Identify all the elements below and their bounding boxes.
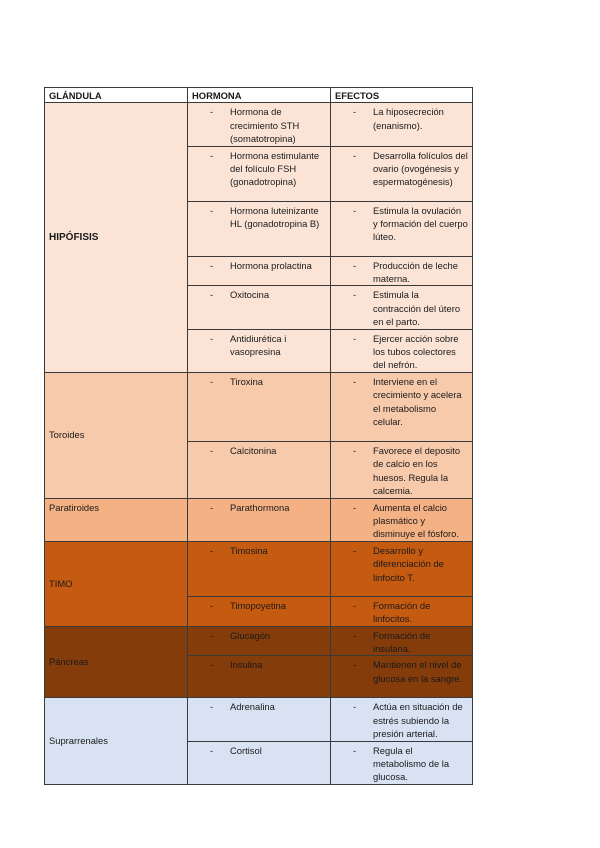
table-row xyxy=(45,541,473,596)
hormone-name: Timosina xyxy=(230,544,268,556)
effect-text: Desarrollo y diferenciación de linfocito T. xyxy=(373,544,444,583)
effect-text: Aumenta el calcio plasmático y disminuye el fósforo. xyxy=(373,501,459,540)
effect-text: Interviene en el crecimiento y acelera el metabolismo celular. xyxy=(373,375,462,428)
effect-text: Regula el metabolismo de la glucosa. xyxy=(373,744,450,783)
gland-cell: Paratiroides xyxy=(45,498,188,541)
hormone-name: Tiroxina xyxy=(230,375,263,387)
header-effects: EFECTOS xyxy=(331,88,473,103)
hormone-cell: - Antidiurética i vasopresina xyxy=(188,329,331,372)
hormone-cell: - Insulina xyxy=(188,656,331,698)
hormone-cell: - Timosina xyxy=(188,541,331,596)
hormone-name: Antidiurética i vasopresina xyxy=(230,332,287,358)
gland-cell: HIPÓFISIS xyxy=(45,103,188,372)
hormone-cell: - Parathormona xyxy=(188,498,331,541)
table-row xyxy=(45,103,473,146)
effect-text: Formación de insulana. xyxy=(373,629,431,654)
hormone-name: Hormona luteinizante HL (gonadotropina B) xyxy=(230,204,320,230)
effect-cell: - Estimula la ovulación y formación del cuerpo lúteo. xyxy=(331,201,473,256)
effect-cell: - Interviene en el crecimiento y acelera el metabolismo celular. xyxy=(331,372,473,441)
table-row xyxy=(45,626,473,656)
hormone-cell: - Calcitonina xyxy=(188,441,331,498)
hormone-name: Glucagón xyxy=(230,629,271,641)
effect-cell: - Actúa en situación de estrés subiendo la presión arterial. xyxy=(331,698,473,741)
hormone-cell: - Tiroxina xyxy=(188,372,331,441)
gland-cell: Páncreas xyxy=(45,626,188,698)
table-row xyxy=(45,698,473,741)
hormone-cell: - Adrenalina xyxy=(188,698,331,741)
effect-text: Formación de linfocitos. xyxy=(373,599,431,625)
table-row xyxy=(45,372,473,441)
effect-cell: - Formación de insulana. xyxy=(331,626,473,656)
hormone-cell: - Hormona prolactina xyxy=(188,256,331,286)
effect-text: Favorece el deposito de calcio en los huesos. Regula la calcemia. xyxy=(373,444,461,497)
effect-text: Estimula la ovulación y formación del cuerpo lúteo. xyxy=(373,204,468,243)
hormone-cell: - Hormona luteinizante HL (gonadotropina B) xyxy=(188,201,331,256)
gland-cell: TIMO xyxy=(45,541,188,626)
header-gland: GLÁNDULA xyxy=(45,88,188,103)
effect-text: Mantienen el nivel de glucosa en la sangre. xyxy=(373,659,463,684)
hormone-cell: - Hormona de crecimiento STH (somatotropina) xyxy=(188,103,331,146)
table-row xyxy=(45,498,473,541)
hormone-name: Cortisol xyxy=(230,744,262,756)
effect-cell: - Formación de linfocitos. xyxy=(331,596,473,626)
hormone-name: Adrenalina xyxy=(230,701,275,713)
effect-text: Producción de leche materna. xyxy=(373,259,458,285)
effect-cell: - Producción de leche materna. xyxy=(331,256,473,286)
effect-cell: - La hiposecreción (enanismo). xyxy=(331,103,473,146)
effect-text: La hiposecreción (enanismo). xyxy=(373,106,444,131)
hormone-name: Oxitocina xyxy=(230,289,270,301)
effect-text: Actúa en situación de estrés subiendo la presión arterial. xyxy=(373,701,463,740)
hormone-name: Hormona prolactina xyxy=(230,259,312,271)
effect-text: Ejercer acción sobre los tubos colectores del nefrón. xyxy=(373,332,459,371)
header-row xyxy=(45,88,473,103)
effect-cell: - Mantienen el nivel de glucosa en la sangre. xyxy=(331,656,473,698)
hormone-name: Parathormona xyxy=(230,501,290,513)
effect-cell: - Ejercer acción sobre los tubos colectores del nefrón. xyxy=(331,329,473,372)
hormone-name: Timopoyetina xyxy=(230,599,286,611)
effect-text: Estimula la contracción del útero en el parto. xyxy=(373,289,461,328)
hormone-name: Hormona estimulante del folículo FSH (gonadotropina) xyxy=(230,149,320,188)
gland-cell: Suprarrenales xyxy=(45,698,188,784)
hormone-cell: - Hormona estimulante del folículo FSH (gonadotropina) xyxy=(188,146,331,201)
hormone-cell: - Glucagón xyxy=(188,626,331,656)
glands-table xyxy=(44,87,473,785)
effect-cell: - Desarrolla folículos del ovario (ovogénesis y espermatogénesis) xyxy=(331,146,473,201)
header-hormone: HORMONA xyxy=(188,88,331,103)
effect-cell: - Estimula la contracción del útero en el parto. xyxy=(331,286,473,329)
gland-cell: Toroides xyxy=(45,372,188,498)
hormone-name: Insulina xyxy=(230,659,263,671)
effect-cell: - Aumenta el calcio plasmático y disminuye el fósforo. xyxy=(331,498,473,541)
hormone-cell: - Cortisol xyxy=(188,741,331,784)
table-body xyxy=(45,103,473,784)
hormone-cell: - Oxitocina xyxy=(188,286,331,329)
hormone-name: Calcitonina xyxy=(230,444,277,456)
hormone-cell: - Timopoyetina xyxy=(188,596,331,626)
effect-text: Desarrolla folículos del ovario (ovogénesis y espermatogénesis) xyxy=(373,149,468,188)
effect-cell: - Regula el metabolismo de la glucosa. xyxy=(331,741,473,784)
effect-cell: - Desarrollo y diferenciación de linfocito T. xyxy=(331,541,473,596)
effect-cell: - Favorece el deposito de calcio en los huesos. Regula la calcemia. xyxy=(331,441,473,498)
hormone-name: Hormona de crecimiento STH (somatotropina) xyxy=(230,106,300,145)
